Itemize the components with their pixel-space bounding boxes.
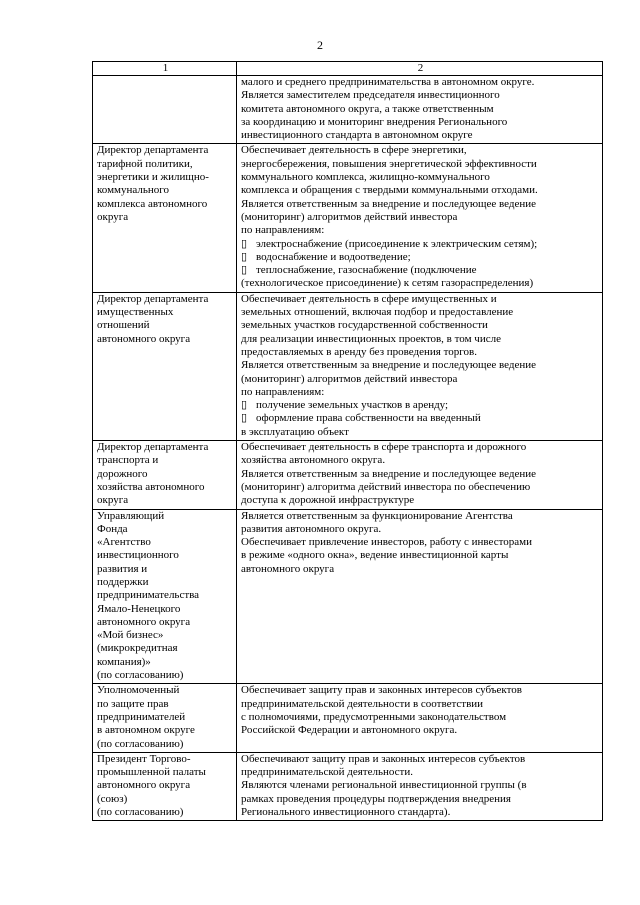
duties-text-line: (мониторинг) алгоритма действий инвестора по обеспечению: [241, 480, 531, 493]
position-text-line: Директор департамента: [97, 441, 209, 454]
duties-text-line: Является ответственным за внедрение и последующее ведение: [241, 467, 537, 480]
duties-text-line: Обеспечивает привлечение инвесторов, работу с инвесторами: [241, 536, 532, 549]
page-number: 2: [317, 38, 323, 52]
duties-text-line: предпринимательской деятельности.: [241, 766, 413, 779]
position-text-line: предпринимателей: [97, 710, 186, 723]
duties-text-line: по направлениям:: [241, 385, 325, 398]
position-cell: [93, 509, 237, 684]
table-row: [93, 509, 603, 684]
duties-cell: [237, 509, 603, 684]
position-text-line: автономного округа: [97, 332, 191, 345]
position-text-line: развития и: [97, 562, 148, 575]
position-text-line: Управляющий: [97, 509, 165, 522]
duties-text-line: Обеспечивает деятельность в сфере энергетики,: [241, 144, 467, 157]
position-text-line: (по согласованию): [97, 737, 184, 750]
duties-text-line: Обеспечивают защиту прав и законных интересов субъектов: [241, 752, 526, 765]
duties-text-line: земельных отношений, включая подбор и предоставление: [241, 306, 514, 319]
table-row: [93, 684, 603, 752]
duties-text-line: малого и среднего предпринимательства в автономном округе.: [241, 76, 535, 88]
table-header-row: [93, 62, 603, 76]
position-text-line: в автономном округе: [97, 724, 195, 737]
duties-text-line: [241, 399, 600, 412]
position-cell: [93, 752, 237, 820]
bullet-text: получение земельных участков в аренду;: [256, 399, 449, 412]
position-text-line: «Агентство: [97, 536, 151, 549]
duties-text-line: коммунального комплекса, жилищно-коммунального: [241, 171, 490, 184]
position-text-line: Президент Торгово-: [97, 752, 191, 765]
position-text-line: инвестиционного: [97, 549, 179, 562]
table-row: [93, 292, 603, 440]
position-text-line: поддержки: [97, 575, 149, 588]
duties-text-line: Российской Федерации и автономного округа.: [241, 724, 458, 737]
duties-text-line: Обеспечивает защиту прав и законных интересов субъектов: [241, 684, 522, 697]
position-text-line: Фонда: [97, 522, 128, 535]
position-text-line: отношений: [97, 319, 150, 332]
position-text-line: дорожного: [97, 467, 148, 480]
position-text-line: комплекса автономного: [97, 197, 208, 210]
duties-text-line: в режиме «одного окна», ведение инвестиционной карты: [241, 549, 509, 562]
bullet-text: водоснабжение и водоотведение;: [256, 250, 411, 263]
bullet-text: электроснабжение (присоединение к электрическим сетям);: [256, 237, 538, 250]
position-text-line: по защите прав: [97, 697, 169, 710]
position-text-line: округа: [97, 494, 129, 507]
table-row: [93, 144, 603, 292]
duties-text-line: Обеспечивает деятельность в сфере транспорта и дорожного: [241, 441, 527, 454]
duties-text-line: (мониторинг) алгоритмов действий инвестора: [241, 372, 458, 385]
duties-text-line: энергосбережения, повышения энергетической эффективности: [241, 157, 537, 170]
bullet-icon: ▯: [241, 237, 248, 250]
position-text-line: Директор департамента: [97, 144, 209, 157]
position-text-line: (по согласованию): [97, 669, 184, 682]
duties-cell: [237, 684, 603, 752]
position-text-line: транспорта и: [97, 454, 159, 467]
position-text-line: тарифной политики,: [97, 157, 193, 170]
position-text-line: автономного округа: [97, 615, 191, 628]
position-cell: [93, 76, 237, 144]
position-cell: [93, 441, 237, 509]
position-cell: [93, 144, 237, 292]
responsibility-table: [92, 61, 603, 821]
column-header-2: 2: [237, 62, 603, 76]
duties-cell: [237, 441, 603, 509]
duties-cell: [237, 144, 603, 292]
duties-text-line: Является ответственным за функционирование Агентства: [241, 509, 513, 522]
duties-text-line: развития автономного округа.: [241, 522, 382, 535]
position-text-line: Директор департамента: [97, 292, 209, 305]
duties-text-line: рамках проведения процедуры подтверждения внедрения: [241, 792, 511, 805]
position-text-line: автономного округа: [97, 779, 191, 792]
column-header-1: 1: [93, 62, 237, 76]
position-text-line: Ямало-Ненецкого: [97, 602, 181, 615]
duties-text-line: в эксплуатацию объект: [241, 425, 349, 438]
bullet-icon: ▯: [241, 412, 248, 425]
position-text-line: хозяйства автономного: [97, 480, 205, 493]
position-text-line: имущественных: [97, 306, 174, 319]
position-text-line: (микрокредитная: [97, 642, 178, 655]
bullet-icon: ▯: [241, 250, 248, 263]
table-row: [93, 752, 603, 820]
duties-text-line: земельных участков государственной собственности: [241, 319, 488, 332]
duties-cell: [237, 752, 603, 820]
duties-text-line: за координацию и мониторинг внедрения Регионального: [241, 115, 508, 128]
position-cell: [93, 292, 237, 440]
position-text-line: «Мой бизнес»: [97, 629, 164, 642]
duties-text-line: комплекса и обращения с твердыми коммунальными отходами.: [241, 184, 538, 197]
duties-text-line: по направлениям:: [241, 224, 325, 237]
duties-text-line: [241, 412, 600, 425]
bullet-icon: ▯: [241, 399, 248, 412]
duties-cell: [237, 76, 603, 144]
duties-text-line: [241, 251, 600, 264]
duties-text-line: Является ответственным за внедрение и последующее ведение: [241, 197, 537, 210]
duties-text-line: с полномочиями, предусмотренными законодательством: [241, 710, 507, 723]
position-text-line: промышленной палаты: [97, 766, 206, 779]
duties-text-line: предпринимательской деятельности в соответствии: [241, 697, 484, 710]
bullet-text: теплоснабжение, газоснабжение (подключение: [256, 264, 477, 277]
duties-text-line: (технологическое присоединение) к сетям газораспределения): [241, 277, 534, 290]
position-text-line: коммунального: [97, 184, 169, 197]
position-text-line: (союз): [97, 792, 128, 805]
duties-text-line: доступа к дорожной инфраструктуре: [241, 494, 415, 507]
duties-text-line: автономного округа: [241, 562, 335, 575]
duties-text-line: для реализации инвестиционных проектов, в том числе: [241, 332, 501, 345]
bullet-icon: ▯: [241, 264, 248, 277]
duties-text-line: Регионального инвестиционного стандарта).: [241, 806, 451, 819]
duties-text-line: Являются членами региональной инвестиционной группы (в: [241, 779, 527, 792]
duties-text-line: Является ответственным за внедрение и последующее ведение: [241, 359, 537, 372]
position-text-line: (по согласованию): [97, 806, 184, 819]
position-text-line: округа: [97, 210, 129, 223]
position-cell: [93, 684, 237, 752]
duties-text-line: инвестиционного стандарта в автономном округе: [241, 129, 473, 142]
position-text-line: энергетики и жилищно-: [97, 171, 209, 184]
duties-text-line: комитета автономного округа, а также ответственным: [241, 102, 494, 115]
duties-text-line: [241, 264, 600, 277]
position-text-line: Уполномоченный: [97, 684, 180, 697]
duties-text-line: (мониторинг) алгоритмов действий инвестора: [241, 210, 458, 223]
table-row: [93, 76, 603, 144]
duties-text-line: Обеспечивает деятельность в сфере имущественных и: [241, 292, 497, 305]
table-row: [93, 441, 603, 509]
duties-cell: [237, 292, 603, 440]
duties-text-line: Является заместителем председателя инвестиционного: [241, 89, 500, 102]
position-text-line: предпринимательства: [97, 589, 200, 602]
duties-text-line: предоставляемых в аренду без проведения торгов.: [241, 345, 477, 358]
duties-text-line: хозяйства автономного округа.: [241, 454, 386, 467]
duties-text-line: [241, 238, 600, 251]
position-text-line: компания)»: [97, 655, 151, 668]
bullet-text: оформление права собственности на введенный: [256, 412, 481, 425]
